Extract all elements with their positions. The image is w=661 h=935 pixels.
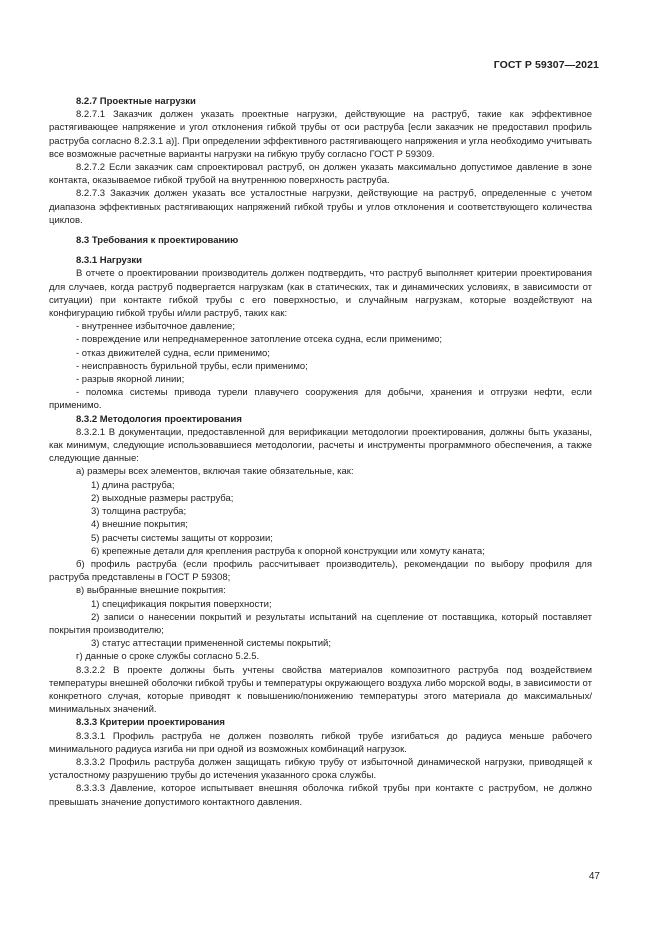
paragraph: 8.3.3.2 Профиль раструба должен защищать гибкую трубу от избыточной динамической нагрузки, приводящей к усталостному разрушению трубы до истечения указанного срока службы.: [49, 756, 592, 782]
page-number: 47: [588, 871, 600, 882]
section-heading: 8.3.3 Критерии проектирования: [76, 717, 225, 729]
paragraph: - разрыв якорной линии;: [76, 374, 185, 386]
paragraph: 4) внешние покрытия;: [91, 519, 188, 531]
paragraph: 8.3.3.3 Давление, которое испытывает внешняя оболочка гибкой трубы при контакте с раструбом, не должно превышать значение допустимого контактного давления.: [49, 783, 592, 808]
paragraph: г) данные о сроке службы согласно 5.2.5.: [76, 651, 260, 663]
paragraph: - поломка системы привода турели плавучего сооружения для добычи, хранения и отгрузки нефти, если применимо.: [49, 387, 592, 412]
section-heading: 8.3 Требования к проектированию: [76, 235, 239, 247]
paragraph: - повреждение или непреднамеренное затопление отсека судна, если применимо;: [76, 334, 443, 346]
paragraph: В отчете о проектировании производитель должен подтвердить, что раструб выполняет критерии проектирования для случаев, когда раструб подвергается нагрузкам (как в статических, так и динамических условиях, в зависимости от ситуации) при контакте гибкой трубы с его поверхностью, и случайным нагрузкам, которые воздействуют на конфигурацию гибкой трубы и/или раструб, таких как:: [49, 268, 592, 320]
section-heading: 8.3.1 Нагрузки: [76, 255, 143, 267]
paragraph: 8.3.2.2 В проекте должны быть учтены свойства материалов композитного раструба под воздействием температуры внешней оболочки гибкой трубы и температуры окружающего воздуха либо морской воды, в зависимости от конкретного случая, которые приводят к повышению/понижению температуры этого материала до максимальных/минимальных значений.: [49, 664, 592, 716]
document-body: [49, 95, 592, 809]
paragraph: 5) расчеты системы защиты от коррозии;: [91, 532, 273, 544]
paragraph: 3) толщина раструба;: [91, 506, 187, 518]
paragraph: 2) выходные размеры раструба;: [91, 492, 234, 504]
standard-designation: ГОСТ Р 59307—2021: [493, 59, 599, 71]
paragraph: 1) спецификация покрытия поверхности;: [91, 598, 272, 610]
paragraph: 8.3.3.1 Профиль раструба не должен позволять гибкой трубе изгибаться до радиуса меньше рабочего минимального радиуса изгиба ни при одной из возможных комбинаций нагрузок.: [49, 730, 592, 755]
paragraph: 1) длина раструба;: [91, 479, 175, 491]
paragraph: 3) статус аттестации примененной системы покрытий;: [91, 638, 332, 650]
paragraph: 8.3.2.1 В документации, предоставленной для верификации методологии проектирования, должны быть указаны, как минимум, следующие использовавшиеся методологии, расчеты и инструменты программного обеспечения, а также следующие данные:: [49, 426, 592, 465]
paragraph: - внутреннее избыточное давление;: [76, 321, 235, 333]
paragraph: 8.2.7.2 Если заказчик сам спроектировал раструб, он должен указать максимально допустимое давление в зоне контакта, оказываемое гибкой трубой на внутреннюю поверхность раструба.: [49, 162, 592, 187]
paragraph: 8.2.7.3 Заказчик должен указать все усталостные нагрузки, действующие на раструб, определенные с учетом диапазона эффективных растягивающих напряжений гибкой трубы и углов отклонения и соответствующего количества циклов.: [49, 188, 592, 226]
paragraph: - неисправность бурильной трубы, если применимо;: [76, 360, 308, 372]
section-heading: 8.2.7 Проектные нагрузки: [76, 96, 196, 107]
paragraph: в) выбранные внешние покрытия:: [76, 585, 226, 597]
section-heading: 8.3.2 Методология проектирования: [76, 413, 242, 425]
paragraph: 6) крепежные детали для крепления раструба к опорной конструкции или хомуту каната;: [91, 545, 485, 557]
paragraph: 8.2.7.1 Заказчик должен указать проектные нагрузки, действующие на раструб, такие как эффективное растягивающее напряжение и угол отклонения гибкой трубы от оси раструба [если заказчик не предоставил профиль раструба согласно 8.2.3.1 а)]. При определении эффективного растягивающего напряжения и угла необходимо учитывать все возможные расчетные варианты нагрузки на гибкую трубу согласно ГОСТ Р 59309.: [49, 109, 592, 160]
paragraph: б) профиль раструба (если профиль рассчитывает производитель), рекомендации по выбору профиля для раструба представлены в ГОСТ Р 59308;: [49, 558, 592, 584]
paragraph: 2) записи о нанесении покрытий и результаты испытаний на сцепление от поставщика, который поставляет покрытия производителю;: [49, 611, 592, 636]
paragraph: а) размеры всех элементов, включая такие обязательные, как:: [76, 466, 354, 478]
paragraph: - отказ движителей судна, если применимо;: [76, 347, 270, 359]
